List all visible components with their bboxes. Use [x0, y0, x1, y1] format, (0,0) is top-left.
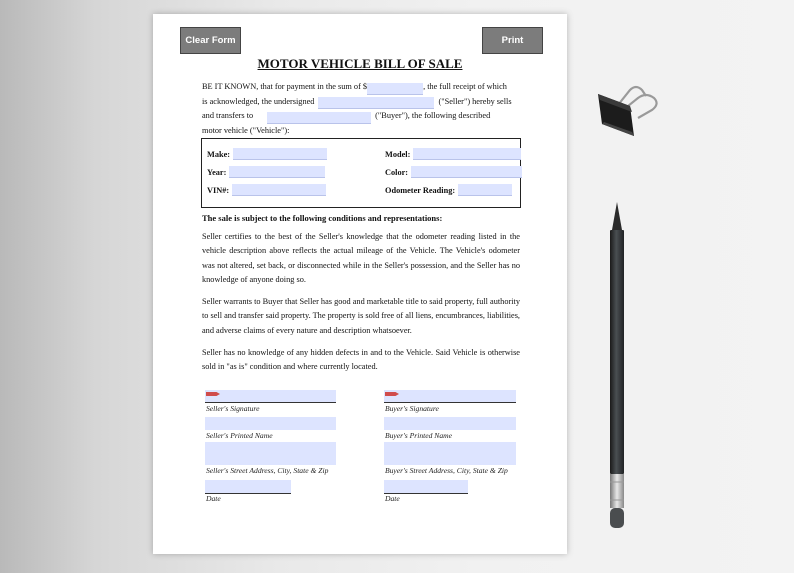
clear-form-button[interactable]: Clear Form — [180, 27, 241, 54]
bill-of-sale-page — [153, 14, 567, 554]
document-title: MOTOR VEHICLE BILL OF SALE — [257, 56, 463, 71]
year-label: Year: — [207, 167, 227, 177]
buyer-date-field[interactable] — [384, 480, 468, 493]
binder-clip-icon — [594, 80, 664, 140]
pencil-icon — [601, 200, 635, 535]
model-label: Model: — [385, 149, 411, 159]
seller-signature-label: Seller's Signature — [206, 404, 260, 413]
vin-field[interactable] — [232, 184, 326, 196]
year-field[interactable] — [229, 166, 325, 178]
seller-printed-name-field[interactable] — [205, 417, 336, 430]
buyer-signature-label: Buyer's Signature — [385, 404, 439, 413]
print-button[interactable]: Print — [482, 27, 543, 54]
conditions-heading: The sale is subject to the following conditions and representations: — [202, 213, 443, 223]
vehicle-description-box — [201, 138, 521, 208]
as-is-paragraph: Seller has no knowledge of any hidden defects in and to the Vehicle. Said Vehicle is otherwise sold in "as is" condition and where currently located. — [202, 348, 520, 372]
seller-address-label: Seller's Street Address, City, State & Zip — [206, 466, 329, 475]
seller-name-field[interactable] — [318, 97, 434, 109]
buyer-printed-name-field[interactable] — [384, 417, 516, 430]
color-label: Color: — [385, 167, 409, 177]
intro-line2-end: ("Seller") hereby sells — [438, 96, 512, 106]
odometer-certification-paragraph: Seller certifies to the best of the Seller's knowledge that the odometer reading listed in the vehicle description above reflects the actual mileage of the Vehicle. The Vehicle's odometer was not altered, set back, or disconnected while in the Seller's possession, and the Seller has no knowledge of anyone doing so. — [202, 232, 520, 284]
intro-line3-end: ("Buyer"), the following described — [375, 111, 491, 120]
conditions-section — [202, 213, 520, 383]
seller-printed-name-label: Seller's Printed Name — [206, 431, 273, 440]
vin-label: VIN#: — [207, 185, 230, 195]
sale-amount-field[interactable] — [367, 83, 423, 95]
intro-line3-start: and transfers to — [202, 111, 254, 120]
buyer-date-label: Date — [385, 494, 400, 503]
buyer-signature-field[interactable] — [384, 390, 516, 402]
buyer-signature-line — [384, 402, 516, 403]
intro-line4: motor vehicle ("Vehicle"): — [202, 125, 290, 135]
intro-line1-end: , the full receipt of which — [423, 82, 507, 91]
buyer-printed-name-label: Buyer's Printed Name — [385, 431, 453, 440]
seller-date-label: Date — [206, 494, 221, 503]
seller-signature-field[interactable] — [205, 390, 336, 402]
seller-signature-line — [205, 402, 336, 403]
seller-address-field[interactable] — [205, 442, 336, 465]
seller-date-field[interactable] — [205, 480, 291, 493]
buyer-address-label: Buyer's Street Address, City, State & Zip — [385, 466, 508, 475]
intro-line1-start: BE IT KNOWN, that for payment in the sum of $ — [202, 82, 368, 91]
buyer-name-field[interactable] — [267, 112, 371, 124]
title-warranty-paragraph: Seller warrants to Buyer that Seller has good and marketable title to said property, full authority to sell and transfer said property. The property is sold free of all liens, encumbrances, liabilities, and adverse claims of every nature and description whatsoever. — [202, 297, 520, 335]
make-label: Make: — [207, 149, 231, 159]
color-field[interactable] — [411, 166, 522, 178]
intro-paragraph — [202, 80, 520, 138]
buyer-address-field[interactable] — [384, 442, 516, 465]
model-field[interactable] — [413, 148, 521, 160]
intro-line2-start: is acknowledged, the undersigned — [202, 96, 315, 106]
make-field[interactable] — [233, 148, 327, 160]
odometer-field[interactable] — [458, 184, 512, 196]
odometer-label: Odometer Reading: — [385, 185, 456, 195]
